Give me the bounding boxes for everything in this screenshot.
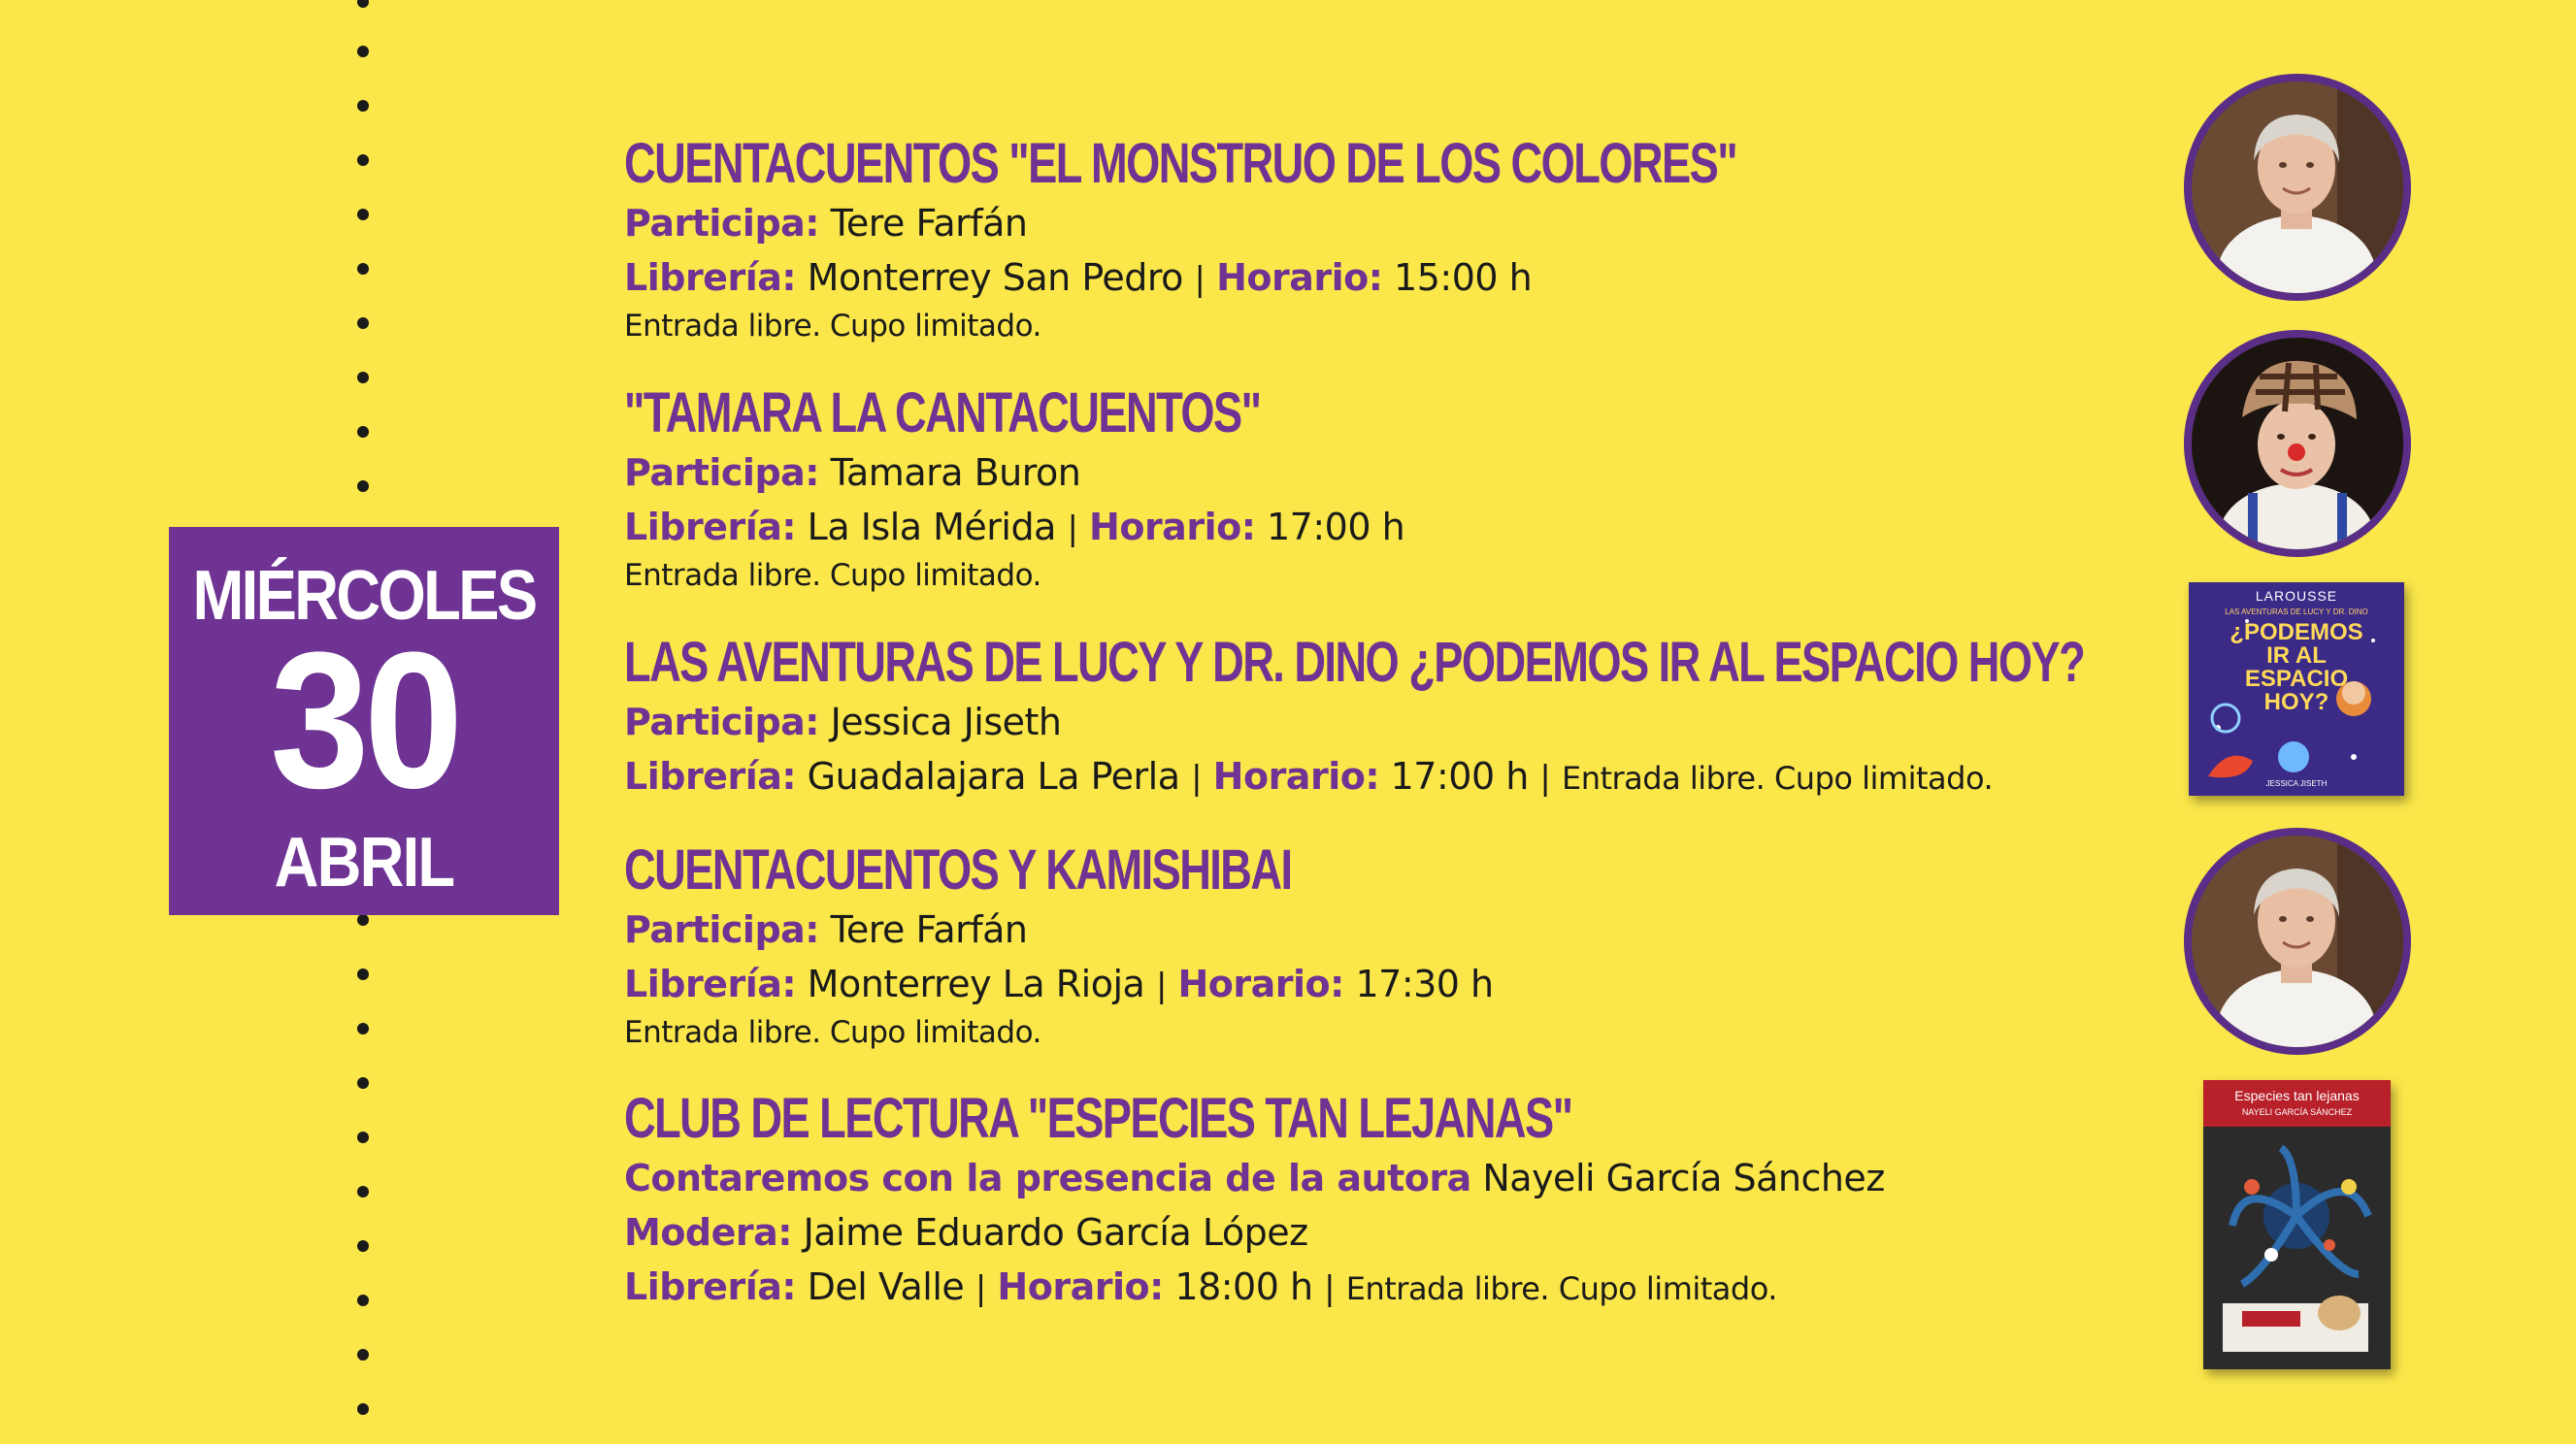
event-title: LAS AVENTURAS DE LUCY Y DR. DINO ¿PODEMOS IR AL ESPACIO HOY?	[624, 631, 2085, 694]
timeline-dot	[357, 426, 369, 438]
participant-photo	[2184, 74, 2411, 301]
clown-portrait-icon	[2192, 338, 2403, 549]
event-title: CUENTACUENTOS "EL MONSTRUO DE LOS COLORES"	[624, 132, 1737, 195]
entry-note: Entrada libre. Cupo limitado.	[1345, 1270, 1777, 1307]
entry-note: Entrada libre. Cupo limitado.	[624, 309, 1041, 344]
separator: |	[1324, 1269, 1336, 1308]
time-label: Horario:	[1089, 506, 1256, 548]
event-title: CUENTACUENTOS Y KAMISHIBAI	[624, 838, 1292, 902]
event-title: CLUB DE LECTURA "ESPECIES TAN LEJANAS"	[624, 1087, 1572, 1150]
event-card	[624, 1087, 1885, 1316]
book-author: NAYELI GARCÍA SÁNCHEZ	[2241, 1107, 2353, 1117]
timeline-dot	[357, 100, 369, 112]
participant-photo	[2184, 828, 2411, 1055]
separator: |	[1194, 260, 1205, 299]
book-author: JESSICA JISETH	[2265, 779, 2328, 788]
date-weekday: MIÉRCOLES	[192, 557, 536, 635]
timeline-dot	[357, 1349, 369, 1361]
participant-name: Tere Farfán	[830, 908, 1028, 951]
separator: |	[1191, 759, 1203, 798]
separator: |	[974, 1269, 986, 1308]
timeline-dot	[357, 1132, 369, 1143]
timeline-dot	[357, 1186, 369, 1198]
time-label: Horario:	[1177, 963, 1344, 1005]
store-label: Librería:	[624, 506, 797, 548]
participant-name: Tere Farfán	[830, 202, 1028, 245]
timeline-dot	[357, 209, 369, 220]
presence-label: Contaremos con la presencia de la autora	[624, 1157, 1471, 1199]
store-name: Monterrey La Rioja	[807, 963, 1145, 1005]
book-cover-especies	[2203, 1080, 2391, 1369]
event-time: 17:00 h	[1267, 506, 1405, 548]
timeline-dot	[357, 914, 369, 926]
event-card	[624, 838, 1494, 1052]
timeline-dot	[357, 1077, 369, 1089]
event-moderator-line	[624, 1205, 1885, 1260]
event-store-line	[624, 957, 1494, 1013]
participant-photo	[2184, 330, 2411, 557]
timeline-dot	[357, 1295, 369, 1306]
store-label: Librería:	[624, 755, 797, 798]
event-time: 17:00 h	[1390, 755, 1529, 798]
store-label: Librería:	[624, 256, 797, 299]
book-title-line: HOY?	[2263, 689, 2329, 715]
event-participant-line	[624, 445, 1439, 500]
book-title-line: IR AL	[2266, 642, 2327, 669]
timeline-dot	[357, 1403, 369, 1415]
participant-name: Tamara Buron	[830, 451, 1081, 494]
event-card	[624, 132, 2050, 345]
event-participant-line	[624, 902, 1494, 957]
store-name: Guadalajara La Perla	[807, 755, 1180, 798]
time-label: Horario:	[997, 1265, 1164, 1308]
timeline-dot	[357, 317, 369, 329]
participant-label: Participa:	[624, 701, 819, 743]
event-participant-line	[624, 196, 2050, 250]
moderator-label: Modera:	[624, 1211, 792, 1254]
moderator-name: Jaime Eduardo García López	[803, 1211, 1308, 1254]
timeline-dot	[357, 372, 369, 383]
book-title	[2189, 621, 2404, 714]
book-title: Especies tan lejanas	[2234, 1088, 2360, 1103]
entry-note: Entrada libre. Cupo limitado.	[624, 558, 1041, 593]
date-day: 30	[270, 612, 458, 829]
event-time: 15:00 h	[1394, 256, 1533, 299]
separator: |	[1539, 759, 1551, 798]
timeline-dot	[357, 1240, 369, 1252]
store-name: Del Valle	[807, 1265, 965, 1308]
time-label: Horario:	[1212, 755, 1380, 798]
participant-label: Participa:	[624, 202, 819, 245]
event-store-line	[624, 500, 1439, 556]
event-time: 18:00 h	[1174, 1265, 1313, 1308]
event-store-line	[624, 1260, 1885, 1316]
participant-label: Participa:	[624, 451, 819, 494]
tentacle-illustration-icon	[2203, 1080, 2391, 1369]
store-label: Librería:	[624, 1265, 797, 1308]
event-card	[624, 381, 1439, 595]
book-subtitle: LAS AVENTURAS DE LUCY Y DR. DINO	[2225, 607, 2368, 616]
date-month: ABRIL	[274, 824, 454, 902]
author-name: Nayeli García Sánchez	[1482, 1157, 1885, 1199]
separator: |	[1155, 967, 1167, 1005]
date-badge	[169, 527, 559, 915]
participant-label: Participa:	[624, 908, 819, 951]
book-title-line: ESPACIO	[2244, 666, 2349, 692]
book-publisher: LAROUSSE	[2255, 588, 2338, 604]
timeline-dot	[357, 0, 369, 8]
time-label: Horario:	[1216, 256, 1383, 299]
event-time: 17:30 h	[1355, 963, 1494, 1005]
participant-name: Jessica Jiseth	[830, 701, 1062, 743]
book-title-line: ¿PODEMOS	[2229, 619, 2363, 645]
book-cover-lucy	[2189, 582, 2404, 796]
timeline-dot	[357, 1023, 369, 1034]
woman-portrait-icon	[2192, 836, 2403, 1047]
store-name: La Isla Mérida	[807, 506, 1056, 548]
event-author-line	[624, 1151, 1885, 1205]
timeline-dot	[357, 480, 369, 492]
event-title: "TAMARA LA CANTACUENTOS"	[624, 381, 1261, 444]
woman-portrait-icon	[2192, 82, 2403, 293]
entry-note: Entrada libre. Cupo limitado.	[1561, 760, 1994, 797]
event-store-line	[624, 250, 2050, 307]
timeline-dot	[357, 968, 369, 980]
entry-note: Entrada libre. Cupo limitado.	[624, 1015, 1041, 1050]
timeline-dot	[357, 46, 369, 57]
timeline-dot	[357, 154, 369, 166]
timeline-dot	[357, 263, 369, 275]
store-label: Librería:	[624, 963, 797, 1005]
separator: |	[1067, 509, 1078, 548]
store-name: Monterrey San Pedro	[807, 256, 1183, 299]
